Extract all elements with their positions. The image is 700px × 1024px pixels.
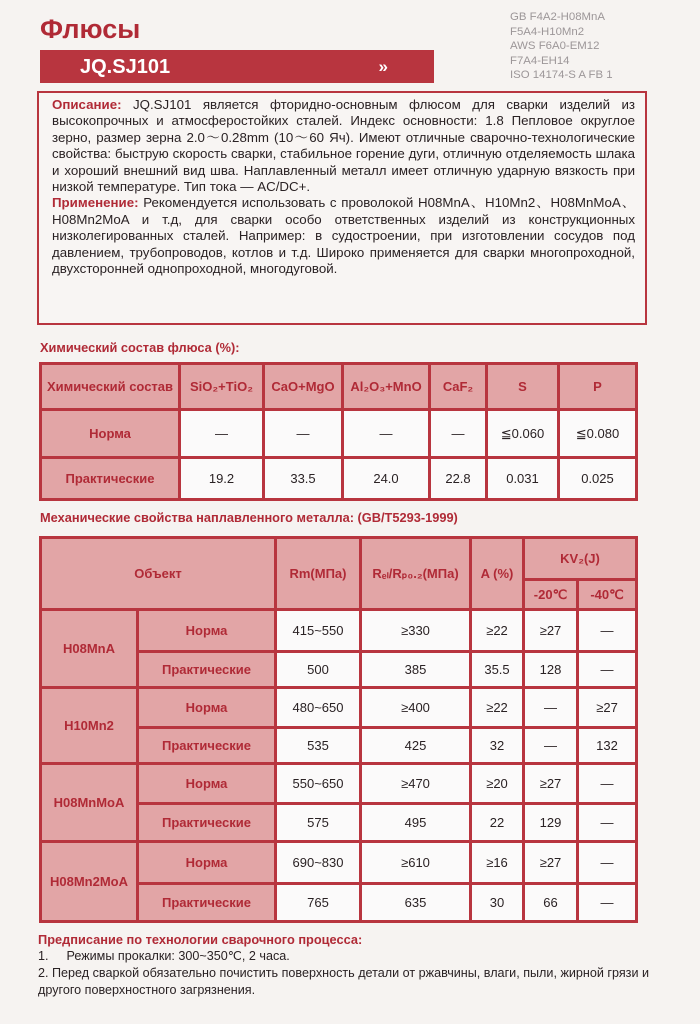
table-cell: 495	[361, 804, 471, 842]
table-cell: ≦0.080	[559, 410, 637, 458]
product-banner	[40, 50, 434, 83]
table-cell: 0.025	[559, 458, 637, 500]
table-cell: 66	[524, 884, 578, 922]
header-object: Объект	[41, 538, 276, 610]
table-cell: ≥16	[471, 842, 524, 884]
mech-section-title: Механические свойства наплавленного металла: (GB/T5293-1999)	[40, 510, 458, 525]
table-cell: 765	[276, 884, 361, 922]
table-cell: 132	[578, 728, 637, 764]
table-cell: —	[578, 804, 637, 842]
table-cell: 415~550	[276, 610, 361, 652]
table-cell: —	[343, 410, 430, 458]
application-text: Рекомендуется использовать с проволокой H08MnA、H10Mn2、H08MnMoA、H08Mn2MoA и т.д, для сварки особо ответственных изделий из конструкционных низколегированных сталей. Например: в судостроении, при изготовлении сосудов под давлением, трубопроводов, котлов и т.д. Широко применяется для сварки многопроходной, двухсторонней однопроходной, многодуговой.	[52, 195, 635, 277]
table-cell: ≥400	[361, 688, 471, 728]
table-cell: 32	[471, 728, 524, 764]
application-paragraph	[52, 195, 635, 277]
note-number: 1.	[38, 949, 49, 963]
table-cell: —	[578, 652, 637, 688]
chem-header-cell: SiO₂+TiO₂	[180, 364, 264, 410]
table-cell: ≥27	[524, 610, 578, 652]
chem-header-cell: Al₂O₃+MnO	[343, 364, 430, 410]
mech-header-row	[41, 538, 637, 580]
chem-header-cell: P	[559, 364, 637, 410]
table-cell: —	[180, 410, 264, 458]
row-label: Норма	[138, 764, 276, 804]
table-cell: 33.5	[264, 458, 343, 500]
table-cell: —	[264, 410, 343, 458]
standard-item: F5A4-H10Mn2	[510, 25, 585, 38]
table-cell: —	[578, 610, 637, 652]
chem-header-cell: Химический состав	[41, 364, 180, 410]
header-temp-40: -40℃	[578, 580, 637, 610]
page-title: Флюсы	[40, 14, 141, 44]
table-cell: —	[578, 884, 637, 922]
table-cell: ≥22	[471, 688, 524, 728]
chem-header-cell: CaO+MgO	[264, 364, 343, 410]
table-row	[41, 764, 637, 804]
table-cell: 128	[524, 652, 578, 688]
wire-label: H08MnMoA	[41, 764, 138, 842]
note-item	[38, 948, 658, 965]
mech-table	[39, 536, 638, 923]
standard-item: GB F4A2-H08MnA	[510, 11, 605, 23]
chem-header-cell: S	[487, 364, 559, 410]
table-row	[41, 688, 637, 728]
chem-table	[39, 362, 638, 501]
table-cell: —	[430, 410, 487, 458]
description-box	[37, 91, 647, 325]
chem-header-cell: CaF₂	[430, 364, 487, 410]
table-cell: 635	[361, 884, 471, 922]
table-cell: 30	[471, 884, 524, 922]
table-cell: ≥27	[578, 688, 637, 728]
standard-item: ISO 14174-S A FB 1	[510, 69, 613, 82]
table-cell: 480~650	[276, 688, 361, 728]
table-cell: 0.031	[487, 458, 559, 500]
table-cell: 129	[524, 804, 578, 842]
note-text: Режимы прокалки: 300~350℃, 2 часа.	[66, 949, 290, 963]
description-paragraph	[52, 97, 635, 195]
table-cell: —	[578, 842, 637, 884]
note-item: 2. Перед сваркой обязательно почистить поверхность детали от ржавчины, влаги, пыли, жирной грязи и другого поверхностного загрязнения.	[38, 966, 650, 997]
standard-item: AWS F6A0-EM12	[510, 40, 600, 53]
table-cell: 19.2	[180, 458, 264, 500]
table-cell: 35.5	[471, 652, 524, 688]
table-row	[41, 610, 637, 652]
header-rel: Rₑₗ/Rₚ₀.₂(МПа)	[361, 538, 471, 610]
table-cell: 385	[361, 652, 471, 688]
row-label: Практические	[138, 652, 276, 688]
table-cell: —	[578, 764, 637, 804]
table-cell: 550~650	[276, 764, 361, 804]
row-label: Норма	[138, 610, 276, 652]
notes-title: Предписание по технологии сварочного процесса:	[38, 932, 363, 947]
wire-label: H10Mn2	[41, 688, 138, 764]
table-cell: 24.0	[343, 458, 430, 500]
description-label: Описание:	[52, 97, 122, 112]
row-label: Практические	[138, 884, 276, 922]
table-row	[41, 458, 637, 500]
wire-label: H08Mn2MoA	[41, 842, 138, 922]
table-cell: 22.8	[430, 458, 487, 500]
chem-header-row	[41, 364, 637, 410]
table-cell: ≥27	[524, 764, 578, 804]
header-kv: KV₂(J)	[524, 538, 637, 580]
row-label: Норма	[138, 688, 276, 728]
table-cell: ≥20	[471, 764, 524, 804]
table-cell: 690~830	[276, 842, 361, 884]
table-cell: ≥22	[471, 610, 524, 652]
standards-list	[510, 10, 613, 83]
row-label: Практические	[138, 804, 276, 842]
table-cell: ≥470	[361, 764, 471, 804]
table-cell: 500	[276, 652, 361, 688]
header-temp-20: -20℃	[524, 580, 578, 610]
table-cell: 425	[361, 728, 471, 764]
table-cell: 22	[471, 804, 524, 842]
table-row	[41, 842, 637, 884]
table-cell: —	[524, 688, 578, 728]
table-cell: ≥27	[524, 842, 578, 884]
product-name: JQ.SJ101	[80, 56, 171, 78]
application-label: Применение:	[52, 195, 139, 211]
row-label: Норма	[138, 842, 276, 884]
table-cell: 575	[276, 804, 361, 842]
table-cell: —	[524, 728, 578, 764]
header-rm: Rm(МПа)	[276, 538, 361, 610]
table-cell: ≥610	[361, 842, 471, 884]
wire-label: H08MnA	[41, 610, 138, 688]
process-notes	[38, 931, 658, 999]
table-cell: ≦0.060	[487, 410, 559, 458]
description-text: JQ.SJ101 является фторидно-основным флюсом для сварки изделий из высокопрочных и атмосферостойких сталей. Индекс основности: 1.8 Пепловое округлое зерно, размер зерна 2.0～0.28mm (10～60 Яч). Имеют отличные сварочно-технологические свойства: быструю скорость сварки, стабильное горение дуги, отличную отделяемость шлака и хороший внешний вид шва. Наплавленный металл имеет отличную ударную вязкость при низкой температуре. Тип тока — AC/DC+.	[52, 97, 635, 195]
table-cell: ≥330	[361, 610, 471, 652]
chem-section-title: Химический состав флюса (%):	[40, 340, 240, 355]
table-row	[41, 410, 637, 458]
row-label: Практические	[138, 728, 276, 764]
row-label: Норма	[41, 410, 180, 458]
row-label: Практические	[41, 458, 180, 500]
table-cell: 535	[276, 728, 361, 764]
header-a: A (%)	[471, 538, 524, 610]
standard-item: F7A4-EH14	[510, 54, 570, 67]
chevron-right-icon: »	[378, 57, 388, 76]
